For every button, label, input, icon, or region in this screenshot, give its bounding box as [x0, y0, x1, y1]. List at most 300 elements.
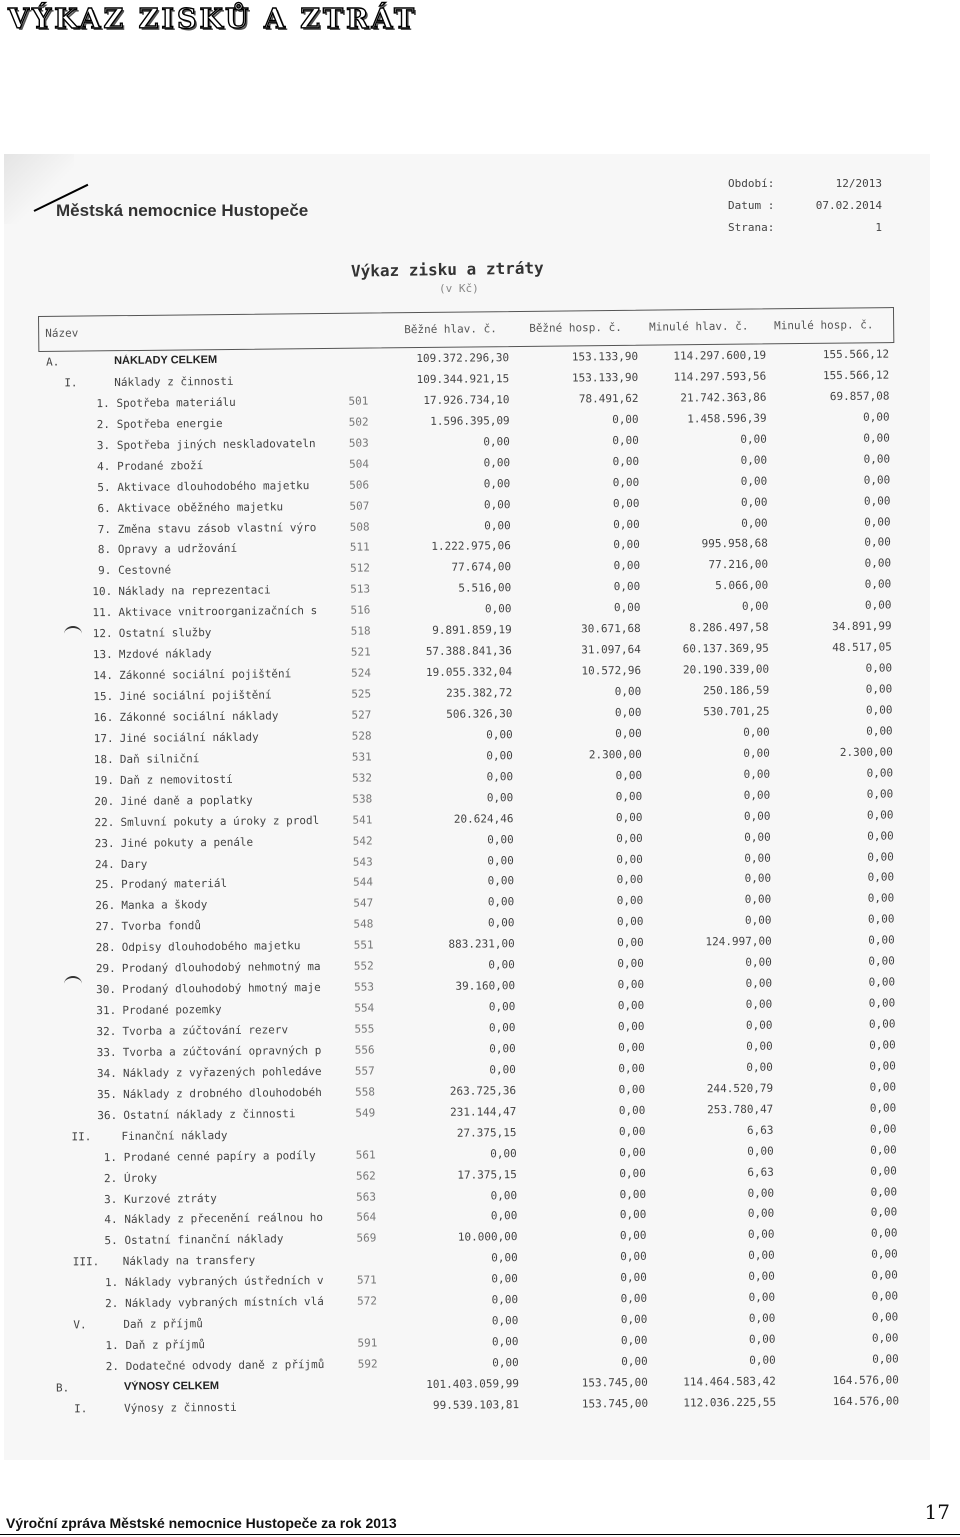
value-current-main: 0,00 [487, 853, 514, 867]
row-number: 23. [94, 836, 115, 850]
value-previous-business: 0,00 [863, 494, 891, 508]
row-account-code: 555 [354, 1022, 375, 1036]
value-current-business: 0,00 [620, 1333, 648, 1348]
value-current-main: 1.222.975,06 [431, 539, 511, 554]
value-current-main: 0,00 [487, 916, 515, 930]
row-label: Manka a škody [121, 898, 208, 913]
row-account-code: 548 [353, 917, 374, 931]
row-account-code: 511 [349, 540, 370, 555]
value-current-main: 0,00 [486, 769, 514, 784]
value-previous-business: 0,00 [863, 431, 890, 445]
value-previous-business: 0,00 [868, 1017, 896, 1031]
column-previous-business: Minulé hosp. č. [774, 318, 874, 333]
value-previous-business: 0,00 [864, 514, 891, 529]
row-number: 6. [97, 501, 111, 515]
value-current-business: 153.133,90 [571, 370, 639, 385]
value-previous-business: 0,00 [867, 912, 895, 927]
row-number: 1. [96, 396, 110, 410]
row-label: Dary [120, 857, 148, 871]
value-previous-main: 0,00 [740, 432, 767, 446]
row-number: III. [72, 1255, 100, 1269]
value-current-main: 5.516,00 [458, 581, 512, 595]
value-previous-business: 0,00 [864, 598, 892, 612]
value-previous-main: 112.036.225,55 [683, 1395, 777, 1410]
value-current-business: 0,00 [618, 1082, 646, 1096]
value-current-business: 0,00 [613, 559, 641, 573]
value-previous-main: 60.137.369,95 [682, 641, 769, 656]
row-number: 2. [105, 1297, 119, 1311]
value-current-business: 0,00 [614, 684, 642, 699]
value-current-main: 0,00 [491, 1272, 518, 1286]
value-previous-business: 0,00 [866, 787, 894, 801]
value-current-main: 0,00 [484, 518, 511, 532]
row-number: 27. [95, 920, 116, 934]
row-label: Prodané zboží [117, 458, 204, 473]
row-number: 4. [97, 459, 111, 473]
value-previous-business: 0,00 [865, 703, 893, 717]
value-previous-main: 77.216,00 [708, 558, 769, 572]
footer-text: Výroční zpráva Městské nemocnice Hustopeče za rok 2013 [6, 1515, 397, 1531]
row-label: VÝNOSY CELKEM [123, 1379, 220, 1393]
value-previous-main: 114.464.583,42 [683, 1374, 776, 1389]
row-label: Daň z příjmů [125, 1338, 206, 1352]
value-current-main: 0,00 [484, 602, 512, 616]
row-account-code: 543 [352, 854, 373, 869]
row-account-code: 521 [350, 645, 371, 659]
value-current-business: 0,00 [619, 1187, 647, 1201]
value-current-business: 153.745,00 [581, 1396, 649, 1411]
value-previous-business: 0,00 [868, 933, 895, 947]
row-label: Tvorba fondů [121, 919, 202, 934]
value-previous-business: 0,00 [871, 1268, 898, 1282]
value-previous-business: 48.517,05 [832, 640, 892, 655]
row-label: Daň z nemovitostí [120, 772, 233, 787]
meta-value: 12/2013 [835, 177, 882, 190]
value-previous-business: 0,00 [863, 410, 890, 424]
value-current-business: 0,00 [612, 475, 640, 489]
row-label: Kurzové ztráty [124, 1191, 217, 1206]
value-current-business: 0,00 [617, 998, 645, 1013]
value-previous-main: 21.742.363,86 [680, 390, 767, 405]
value-current-business: 78.491,62 [578, 391, 639, 406]
row-number: 3. [96, 438, 111, 452]
value-previous-business: 0,00 [870, 1226, 898, 1241]
value-current-business: 0,00 [616, 873, 644, 887]
row-number: 18. [93, 752, 114, 766]
value-current-main: 39.160,00 [455, 979, 516, 993]
meta-row-date [728, 199, 888, 221]
row-account-code: 501 [348, 394, 369, 408]
row-number: 2. [96, 417, 110, 431]
row-label: Jiné daně a poplatky [120, 793, 253, 808]
value-previous-main: 0,00 [743, 788, 771, 802]
value-current-main: 235.382,72 [445, 686, 513, 700]
row-label: Výnosy z činnosti [124, 1400, 237, 1415]
value-previous-main: 0,00 [747, 1144, 774, 1158]
row-number: 2. [105, 1359, 120, 1374]
value-previous-business: 0,00 [868, 996, 896, 1010]
row-number: 26. [95, 899, 116, 913]
row-account-code: 504 [349, 457, 370, 471]
value-previous-main: 0,00 [747, 1228, 775, 1242]
value-current-main: 20.624,46 [453, 811, 514, 826]
value-current-business: 0,00 [616, 894, 644, 908]
value-previous-business: 0,00 [866, 766, 894, 780]
value-previous-main: 0,00 [748, 1290, 776, 1305]
value-current-main: 17.375,15 [457, 1167, 517, 1182]
value-current-business: 0,00 [618, 1061, 645, 1076]
row-account-code: 525 [351, 687, 372, 701]
value-previous-main: 253.780,47 [706, 1102, 774, 1117]
row-account-code: 563 [356, 1189, 377, 1204]
row-label: Úroky [123, 1171, 158, 1185]
value-previous-main: 0,00 [748, 1332, 776, 1346]
value-previous-main: 530.701,25 [703, 704, 770, 719]
value-previous-business: 164.576,00 [832, 1394, 900, 1408]
value-previous-main: 0,00 [741, 516, 768, 530]
row-number: II. [71, 1129, 92, 1144]
value-previous-main: 0,00 [740, 453, 768, 467]
row-label: Finanční náklady [121, 1128, 228, 1143]
value-current-main: 57.388.841,36 [425, 644, 512, 659]
value-current-main: 77.674,00 [451, 560, 512, 575]
value-current-business: 0,00 [618, 1124, 646, 1138]
value-previous-business: 0,00 [864, 556, 892, 571]
row-account-code: 524 [351, 666, 372, 680]
row-label: Cestovné [118, 563, 172, 578]
row-account-code: 502 [348, 415, 369, 429]
row-account-code: 551 [353, 938, 374, 952]
row-label: Spotřeba jiných neskladovateln [116, 436, 316, 452]
row-number: 33. [96, 1045, 117, 1060]
value-previous-business: 69.857,08 [829, 389, 890, 403]
meta-row-page [728, 221, 888, 243]
value-current-business: 0,00 [612, 496, 640, 510]
row-label: Náklady z drobného dlouhodobéh [123, 1085, 322, 1101]
value-previous-main: 6,63 [746, 1123, 774, 1137]
value-previous-business: 2.300,00 [839, 745, 893, 759]
value-previous-main: 995.958,68 [701, 537, 768, 551]
row-label: Daň z příjmů [123, 1317, 203, 1332]
value-previous-business: 0,00 [863, 452, 891, 466]
value-previous-main: 0,00 [749, 1353, 776, 1367]
column-previous-main: Minulé hlav. č. [649, 319, 749, 334]
value-current-main: 17.926.734,10 [423, 393, 510, 407]
value-previous-business: 0,00 [869, 1101, 897, 1115]
report-meta [728, 177, 888, 243]
value-previous-business: 0,00 [869, 1122, 897, 1136]
row-account-code: 507 [349, 499, 370, 513]
row-number: 20. [94, 794, 115, 808]
value-previous-business: 0,00 [868, 975, 896, 989]
value-previous-main: 0,00 [740, 495, 768, 509]
meta-label: Období: [728, 177, 775, 190]
row-account-code: 569 [356, 1231, 377, 1246]
row-label: Prodaný dlouhodobý hmotný maje [122, 981, 321, 997]
value-previous-main: 20.190.339,00 [682, 662, 770, 677]
row-number: 8. [97, 543, 112, 557]
value-current-business: 0,00 [620, 1292, 648, 1306]
row-account-code: 518 [350, 624, 371, 638]
row-number: V. [73, 1318, 87, 1332]
value-current-main: 231.144,47 [449, 1104, 517, 1119]
value-current-business: 0,00 [617, 957, 644, 971]
row-label: Tvorba a zúčtování opravných p [122, 1043, 322, 1059]
value-current-business: 0,00 [616, 915, 644, 929]
row-label: Spotřeba materiálu [116, 395, 236, 410]
value-current-main: 109.372.296,30 [416, 351, 510, 366]
value-previous-main: 0,00 [744, 893, 772, 907]
value-current-main: 0,00 [491, 1314, 519, 1328]
column-name: Název [45, 326, 79, 340]
value-previous-main: 5.066,00 [715, 578, 769, 593]
row-account-code: 554 [354, 1001, 375, 1015]
row-label: Daň silniční [119, 751, 200, 766]
row-number: 28. [95, 941, 116, 955]
row-account-code: 528 [351, 729, 372, 743]
page-heading: VÝKAZ ZISKŮ A ZTRÁT [8, 4, 418, 35]
value-current-main: 109.344.921,15 [416, 372, 510, 386]
value-current-business: 0,00 [617, 978, 645, 992]
value-previous-main: 8.286.497,58 [689, 620, 769, 635]
row-label: Dodatečné odvody daně z příjmů [125, 1357, 325, 1373]
row-number: 17. [93, 731, 114, 746]
row-account-code: 556 [354, 1043, 375, 1057]
row-label: Prodané cenné papíry a podíly [123, 1148, 316, 1164]
row-account-code: 558 [355, 1085, 376, 1099]
value-previous-business: 0,00 [869, 1080, 897, 1094]
row-number: 13. [92, 648, 113, 662]
value-current-business: 0,00 [619, 1145, 646, 1159]
value-current-main: 19.055.332,04 [425, 665, 513, 680]
value-previous-business: 155.566,12 [822, 347, 890, 362]
value-previous-business: 0,00 [870, 1205, 898, 1220]
row-number: 2. [103, 1171, 118, 1185]
value-current-business: 153.133,90 [571, 349, 639, 364]
value-current-business: 0,00 [615, 768, 643, 782]
value-previous-main: 0,00 [744, 851, 771, 865]
row-number: 4. [104, 1213, 118, 1227]
value-previous-main: 0,00 [746, 1060, 773, 1074]
value-current-business: 0,00 [613, 517, 640, 531]
value-current-main: 0,00 [491, 1335, 519, 1349]
value-previous-business: 155.566,12 [822, 368, 890, 383]
row-account-code: 516 [350, 603, 371, 617]
value-current-business: 0,00 [616, 852, 643, 866]
value-previous-main: 0,00 [740, 474, 768, 488]
value-previous-business: 0,00 [870, 1184, 898, 1199]
value-current-main: 9.891.859,19 [432, 623, 512, 638]
row-label: Jiné sociální pojištění [119, 688, 272, 703]
value-previous-business: 0,00 [864, 577, 892, 592]
row-label: NÁKLADY CELKEM [114, 353, 218, 367]
value-current-business: 0,00 [617, 1019, 645, 1034]
meta-label: Datum : [728, 199, 775, 212]
value-current-business: 0,00 [618, 1103, 646, 1117]
row-label: Opravy a udržování [117, 542, 238, 557]
row-number: 1. [103, 1150, 118, 1164]
row-account-code: 541 [352, 813, 373, 827]
row-label: Jiné pokuty a penále [120, 835, 254, 850]
value-previous-business: 0,00 [871, 1331, 899, 1345]
value-current-business: 0,00 [620, 1250, 647, 1264]
value-previous-business: 0,00 [869, 1038, 896, 1052]
value-previous-business: 0,00 [872, 1352, 899, 1366]
row-account-code: 549 [355, 1106, 376, 1120]
value-previous-main: 0,00 [746, 1039, 773, 1053]
value-previous-main: 0,00 [743, 809, 771, 823]
value-current-main: 0,00 [486, 728, 513, 742]
row-label: Prodaný dlouhodobý nehmotný ma [121, 960, 321, 976]
row-account-code: 508 [349, 519, 370, 534]
row-label: Náklady na reprezentaci [118, 583, 271, 599]
row-label: Prodaný materiál [121, 877, 228, 892]
value-previous-main: 0,00 [745, 997, 773, 1011]
row-label: Ostatní služby [118, 626, 212, 641]
row-number: 30. [96, 983, 117, 997]
meta-value: 1 [875, 221, 882, 234]
value-previous-main: 0,00 [748, 1269, 775, 1284]
row-account-code: 513 [350, 582, 371, 596]
row-number: 36. [97, 1108, 118, 1122]
page-number: 17 [924, 1500, 950, 1524]
row-account-code: 572 [357, 1294, 378, 1308]
value-current-main: 0,00 [487, 874, 515, 888]
column-header [38, 307, 894, 352]
value-current-main: 0,00 [491, 1251, 518, 1265]
value-current-main: 101.403.059,99 [426, 1377, 519, 1391]
row-number: 22. [94, 815, 115, 829]
row-number: 5. [97, 480, 111, 494]
row-number: 35. [97, 1087, 118, 1101]
value-current-business: 31.097,64 [581, 643, 641, 657]
value-current-main: 0,00 [483, 434, 510, 449]
value-current-main: 0,00 [491, 1293, 519, 1307]
value-previous-business: 0,00 [869, 1059, 896, 1073]
value-previous-main: 250.186,59 [702, 683, 770, 698]
value-current-business: 30.671,68 [580, 622, 641, 636]
row-number: 19. [94, 773, 115, 787]
row-number: 29. [95, 962, 116, 976]
value-previous-business: 0,00 [871, 1289, 899, 1303]
value-previous-main: 114.297.593,56 [673, 369, 767, 384]
value-previous-business: 0,00 [870, 1143, 897, 1157]
row-account-code: 562 [355, 1169, 376, 1183]
value-current-business: 0,00 [618, 1040, 645, 1055]
row-label: Aktivace vnitroorganizačních s [118, 604, 318, 620]
value-previous-business: 0,00 [867, 891, 895, 906]
value-current-main: 10.000,00 [457, 1230, 518, 1245]
value-current-business: 0,00 [613, 580, 641, 594]
value-current-business: 0,00 [615, 810, 643, 824]
row-account-code: 557 [354, 1064, 375, 1078]
value-previous-main: 0,00 [745, 955, 772, 970]
meta-row-period [728, 177, 888, 199]
row-account-code: 592 [357, 1357, 378, 1371]
meta-value: 07.02.2014 [815, 199, 882, 212]
row-number: 32. [96, 1024, 117, 1039]
footer-rule [0, 1534, 960, 1535]
value-previous-business: 0,00 [865, 661, 893, 675]
value-current-business: 0,00 [620, 1271, 647, 1285]
value-current-main: 0,00 [483, 497, 511, 511]
value-current-main: 0,00 [490, 1188, 518, 1202]
row-number: 34. [96, 1066, 117, 1081]
row-number: B. [55, 1381, 70, 1395]
value-previous-business: 0,00 [867, 829, 894, 843]
row-label: Aktivace dlouhodobého majetku [117, 478, 310, 494]
value-current-main: 883.231,00 [448, 937, 515, 952]
value-previous-main: 0,00 [748, 1248, 775, 1263]
value-previous-business: 164.576,00 [832, 1373, 899, 1388]
row-label: Změna stavu zásob vlastní výro [117, 520, 317, 536]
column-current-main: Běžné hlav. č. [404, 322, 497, 337]
value-previous-main: 0,00 [743, 725, 770, 739]
value-current-main: 0,00 [488, 1000, 516, 1014]
value-current-business: 0,00 [613, 601, 641, 615]
value-current-business: 0,00 [612, 412, 639, 426]
value-previous-business: 34.891,99 [831, 619, 892, 634]
value-current-business: 0,00 [620, 1312, 648, 1327]
value-previous-business: 0,00 [870, 1164, 897, 1178]
value-current-main: 506.326,30 [446, 707, 513, 721]
row-account-code: 542 [352, 834, 373, 848]
value-current-main: 0,00 [489, 1042, 516, 1056]
value-previous-main: 114.297.600,19 [673, 348, 767, 363]
value-current-main: 263.725,36 [449, 1083, 517, 1098]
report-title: Výkaz zisku a ztráty [350, 258, 544, 281]
value-previous-main: 0,00 [744, 830, 771, 844]
value-current-main: 0,00 [486, 790, 514, 805]
row-label: Aktivace oběžného majetku [117, 499, 284, 515]
row-number: I. [74, 1402, 88, 1416]
value-current-business: 0,00 [621, 1354, 648, 1369]
value-current-business: 10.572,96 [581, 663, 642, 678]
row-account-code: 538 [352, 792, 373, 806]
value-previous-main: 0,00 [744, 872, 772, 886]
row-label: Zákonné sociální náklady [119, 709, 279, 724]
row-label: Odpisy dlouhodobého majetku [121, 939, 301, 955]
value-current-business: 0,00 [614, 705, 642, 720]
statement-rows [4, 345, 930, 1434]
value-previous-business: 0,00 [863, 473, 891, 487]
row-account-code: 547 [353, 896, 374, 911]
value-previous-main: 0,00 [747, 1207, 775, 1221]
value-current-main: 1.596.395,09 [430, 413, 510, 428]
column-current-business: Běžné hosp. č. [529, 320, 622, 335]
row-label: Náklady z přecenění reálnou ho [124, 1211, 324, 1227]
value-current-business: 2.300,00 [588, 747, 642, 762]
meta-label: Strana: [728, 221, 775, 234]
row-number: 1. [104, 1276, 119, 1290]
value-previous-main: 0,00 [747, 1186, 775, 1200]
value-current-business: 0,00 [617, 936, 644, 950]
row-number: 1. [105, 1339, 119, 1353]
value-current-business: 0,00 [619, 1166, 646, 1180]
row-label: Jiné sociální náklady [119, 730, 259, 745]
value-previous-business: 0,00 [867, 849, 894, 864]
value-current-business: 0,00 [613, 538, 640, 552]
value-current-main: 0,00 [486, 748, 513, 763]
value-current-business: 0,00 [612, 454, 640, 468]
value-current-main: 0,00 [490, 1146, 517, 1160]
value-previous-main: 0,00 [745, 1018, 773, 1032]
row-account-code: 512 [350, 561, 371, 576]
row-account-code: 531 [351, 750, 372, 764]
value-current-main: 27.375,15 [456, 1125, 517, 1140]
value-previous-business: 0,00 [871, 1247, 898, 1262]
row-number: 15. [93, 689, 114, 704]
